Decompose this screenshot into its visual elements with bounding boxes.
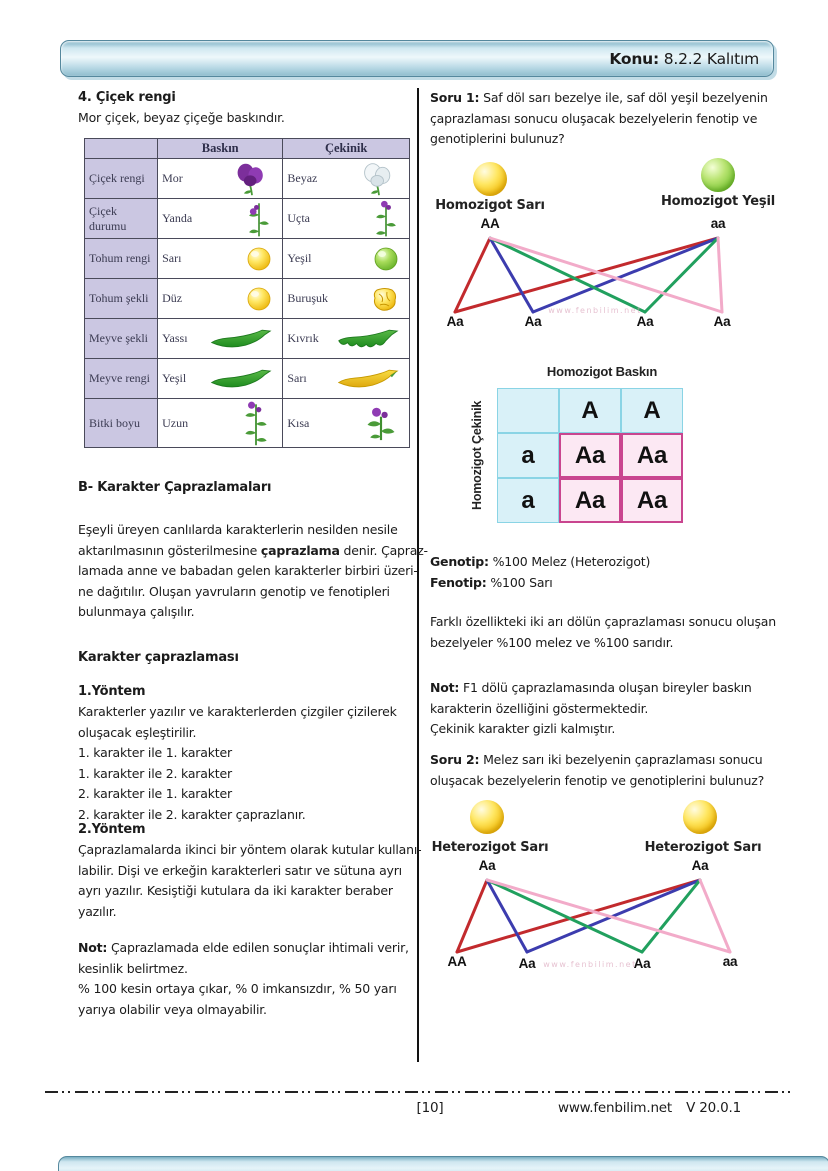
section-b-title: B- Karakter Çaprazlamaları bbox=[78, 480, 272, 495]
text-line: ne dağıtılır. Oluşan yavruların genotip ve fenotipleri bbox=[78, 583, 390, 599]
punnett-cell: Aa bbox=[559, 433, 621, 478]
table-row bbox=[85, 199, 410, 239]
text-line: Çekinik karakter gizli kalmıştır. bbox=[430, 721, 616, 736]
trait-label: Meyve şekli bbox=[85, 319, 158, 359]
text-line: 2. karakter ile 2. karakter çaprazlanır. bbox=[78, 806, 306, 822]
phenotype-result: Fenotip: %100 Sarı bbox=[430, 574, 553, 590]
punnett-col-header: A bbox=[559, 388, 621, 433]
offspring-genotype: Aa bbox=[518, 956, 536, 971]
tip-flower-plant-icon bbox=[373, 200, 399, 238]
table-row bbox=[85, 239, 410, 279]
text-line: Not: F1 dölü çaprazlamasında oluşan bireyler baskın bbox=[430, 680, 752, 695]
text-line: aktarılmasının gösterilmesine çaprazlama denir. Çapraz- bbox=[78, 542, 428, 558]
watermark: www.fenbilim.net bbox=[548, 306, 642, 315]
explanation-block bbox=[430, 612, 776, 653]
site-url: www.fenbilim.net bbox=[558, 1100, 673, 1116]
text-line: oluşacak eşleştirilir. bbox=[78, 724, 197, 740]
tall-plant-icon bbox=[240, 399, 272, 447]
trait-label: Bitki boyu bbox=[85, 399, 158, 448]
trait-value: Yassı bbox=[162, 331, 188, 345]
punnett-grid bbox=[497, 388, 683, 523]
punnett-cell: Aa bbox=[621, 478, 683, 523]
punnett-empty-cell bbox=[497, 388, 559, 433]
punnett-col-header: A bbox=[621, 388, 683, 433]
trait-value: Buruşuk bbox=[287, 291, 329, 305]
method-1-block bbox=[78, 682, 397, 825]
text-line: Karakterler yazılır ve karakterlerden çizgiler çizilerek bbox=[78, 704, 397, 719]
text-line: Soru 2: Melez sarı iki bezelyenin çaprazlaması sonucu bbox=[430, 752, 763, 767]
curly-pod-icon bbox=[337, 327, 399, 351]
offspring-genotype: Aa bbox=[633, 956, 651, 971]
text-line: genotiplerini bulunuz? bbox=[430, 131, 565, 146]
topic-header-bar bbox=[60, 40, 774, 77]
text-line: yarıya olabilir veya olmayabilir. bbox=[78, 1001, 267, 1017]
short-plant-icon bbox=[363, 403, 399, 443]
parent-label: Heterozigot Sarı bbox=[644, 840, 762, 855]
empty-header-cell bbox=[85, 139, 158, 159]
text-line: labilir. Dişi ve erkeğin karakterleri satır ve sütuna ayrı bbox=[78, 862, 402, 878]
text-line: çaprazlaması sonucu oluşacak bezelyelerin fenotip ve bbox=[430, 110, 758, 126]
text-line: Çaprazlamalarda ikinci bir yöntem olarak kutular kullanı- bbox=[78, 842, 422, 857]
punnett-top-label: Homozigot Baskın bbox=[546, 364, 658, 379]
offspring-genotype: Aa bbox=[524, 314, 542, 329]
trait-value: Yeşil bbox=[287, 251, 312, 265]
offspring-genotype: AA bbox=[447, 954, 467, 969]
punnett-left-label: Homozigot Çekinik bbox=[470, 400, 484, 511]
trait-value: Kıvrık bbox=[287, 331, 319, 345]
trait-value: Beyaz bbox=[287, 171, 318, 185]
green-pea-icon bbox=[701, 158, 735, 192]
flat-pod-icon bbox=[210, 327, 272, 351]
trait-value: Düz bbox=[162, 291, 183, 305]
offspring-genotype: Aa bbox=[636, 314, 654, 329]
footer-divider bbox=[45, 1091, 791, 1093]
text-line: Farklı özellikteki iki arı dölün çaprazlaması sonucu oluşan bbox=[430, 614, 776, 629]
text-line: bulunmaya çalışılır. bbox=[78, 604, 195, 619]
method-2-title: 2.Yöntem bbox=[78, 822, 146, 837]
green-seed-icon bbox=[373, 246, 399, 272]
section-title: 4. Çiçek rengi bbox=[78, 90, 176, 105]
punnett-square bbox=[430, 364, 804, 544]
dominant-header: Baskın bbox=[158, 139, 283, 159]
text-line: yazılır. bbox=[78, 903, 117, 919]
topic-label: Konu: bbox=[609, 50, 659, 68]
trait-value: Uçta bbox=[287, 211, 311, 225]
text-line: bezelyeler %100 melez ve %100 sarıdır. bbox=[430, 634, 674, 650]
parent-genotype: aa bbox=[710, 216, 726, 231]
wrinkled-seed-icon bbox=[371, 286, 399, 312]
smooth-seed-icon bbox=[246, 286, 272, 312]
footer-site bbox=[558, 1100, 741, 1116]
text-line: % 100 kesin ortaya çıkar, % 0 imkansızdır, % 50 yarı bbox=[78, 981, 397, 996]
traits-table bbox=[84, 138, 410, 448]
trait-value: Uzun bbox=[162, 415, 189, 430]
topic-value: 8.2.2 Kalıtım bbox=[663, 50, 759, 68]
parent-label: Homozigot Yeşil bbox=[661, 194, 775, 209]
text-line: lamada anne ve babadan gelen karakterler birbiri üzeri- bbox=[78, 563, 418, 578]
table-header-row bbox=[85, 139, 410, 159]
text-line: kesinlik belirtmez. bbox=[78, 960, 188, 976]
trait-value: Mor bbox=[162, 171, 183, 185]
crossing-title: Karakter çaprazlaması bbox=[78, 650, 239, 665]
punnett-row-header: a bbox=[497, 478, 559, 523]
offspring-genotype: Aa bbox=[713, 314, 731, 329]
page-number: [10] bbox=[416, 1100, 444, 1116]
trait-value: Yanda bbox=[162, 211, 193, 225]
parent-genotype: Aa bbox=[478, 858, 496, 873]
yellow-pod-icon bbox=[337, 367, 399, 391]
watermark: www.fenbilim.net bbox=[543, 960, 637, 969]
text-line: oluşacak bezelyelerin fenotip ve genotiplerini bulunuz? bbox=[430, 772, 765, 788]
yellow-pea-icon bbox=[470, 800, 504, 834]
recessive-header: Çekinik bbox=[283, 139, 410, 159]
parent-genotype: AA bbox=[480, 216, 500, 231]
text-line: 1. karakter ile 2. karakter bbox=[78, 765, 232, 781]
trait-label: Tohum şekli bbox=[85, 279, 158, 319]
trait-value: Kısa bbox=[287, 415, 310, 430]
trait-label: Tohum rengi bbox=[85, 239, 158, 279]
text-line: Eşeyli üreyen canlılarda karakterlerin nesilden nesile bbox=[78, 522, 398, 537]
genotype-result: Genotip: %100 Melez (Heterozigot) bbox=[430, 554, 651, 569]
yellow-pea-icon bbox=[473, 162, 507, 196]
method-1-title: 1.Yöntem bbox=[78, 684, 146, 699]
trait-value: Sarı bbox=[162, 251, 182, 265]
offspring-genotype: aa bbox=[722, 954, 738, 969]
text-line: ayrı yazılır. Kesiştiği kutulara da iki karakter beraber bbox=[78, 883, 393, 898]
purple-flower-icon bbox=[232, 161, 272, 197]
trait-label: Çiçek durumu bbox=[85, 199, 158, 239]
section-flower-color bbox=[78, 88, 285, 129]
cross-diagram-1 bbox=[430, 154, 804, 354]
method-2-block bbox=[78, 820, 421, 922]
side-flower-plant-icon bbox=[246, 200, 272, 238]
section-b-paragraph bbox=[78, 520, 428, 623]
trait-label: Çiçek rengi bbox=[85, 159, 158, 199]
green-pod-icon bbox=[210, 367, 272, 391]
bottom-bar bbox=[58, 1156, 828, 1171]
table-row bbox=[85, 359, 410, 399]
yellow-pea-icon bbox=[683, 800, 717, 834]
parent-genotype: Aa bbox=[691, 858, 709, 873]
text-line: 1. karakter ile 1. karakter bbox=[78, 745, 232, 760]
question-1-block bbox=[430, 88, 768, 150]
note-block-left bbox=[78, 938, 409, 1020]
trait-value: Yeşil bbox=[162, 371, 187, 385]
punnett-cell: Aa bbox=[559, 478, 621, 523]
offspring-genotype: Aa bbox=[446, 314, 464, 329]
parent-label: Heterozigot Sarı bbox=[431, 840, 549, 855]
table-row bbox=[85, 279, 410, 319]
white-flower-icon bbox=[359, 161, 399, 197]
cross-diagram-2 bbox=[430, 794, 804, 994]
note-block-right bbox=[430, 678, 752, 740]
table-row bbox=[85, 399, 410, 448]
section-text: Mor çiçek, beyaz çiçeğe baskındır. bbox=[78, 110, 285, 125]
text-line: 2. karakter ile 1. karakter bbox=[78, 786, 232, 801]
trait-value: Sarı bbox=[287, 371, 307, 385]
site-version: V 20.0.1 bbox=[686, 1100, 741, 1116]
punnett-cell: Aa bbox=[621, 433, 683, 478]
text-line: Soru 1: Saf döl sarı bezelye ile, saf döl yeşil bezelyenin bbox=[430, 90, 768, 105]
text-line: Not: Çaprazlamada elde edilen sonuçlar ihtimali verir, bbox=[78, 940, 409, 955]
punnett-row-header: a bbox=[497, 433, 559, 478]
question-2-block bbox=[430, 750, 764, 791]
table-row bbox=[85, 159, 410, 199]
table-row bbox=[85, 319, 410, 359]
trait-label: Meyve rengi bbox=[85, 359, 158, 399]
yellow-seed-icon bbox=[246, 246, 272, 272]
text-line: karakterin özelliğini göstermektedir. bbox=[430, 700, 649, 716]
parent-label: Homozigot Sarı bbox=[435, 198, 545, 213]
results-block bbox=[430, 552, 650, 593]
